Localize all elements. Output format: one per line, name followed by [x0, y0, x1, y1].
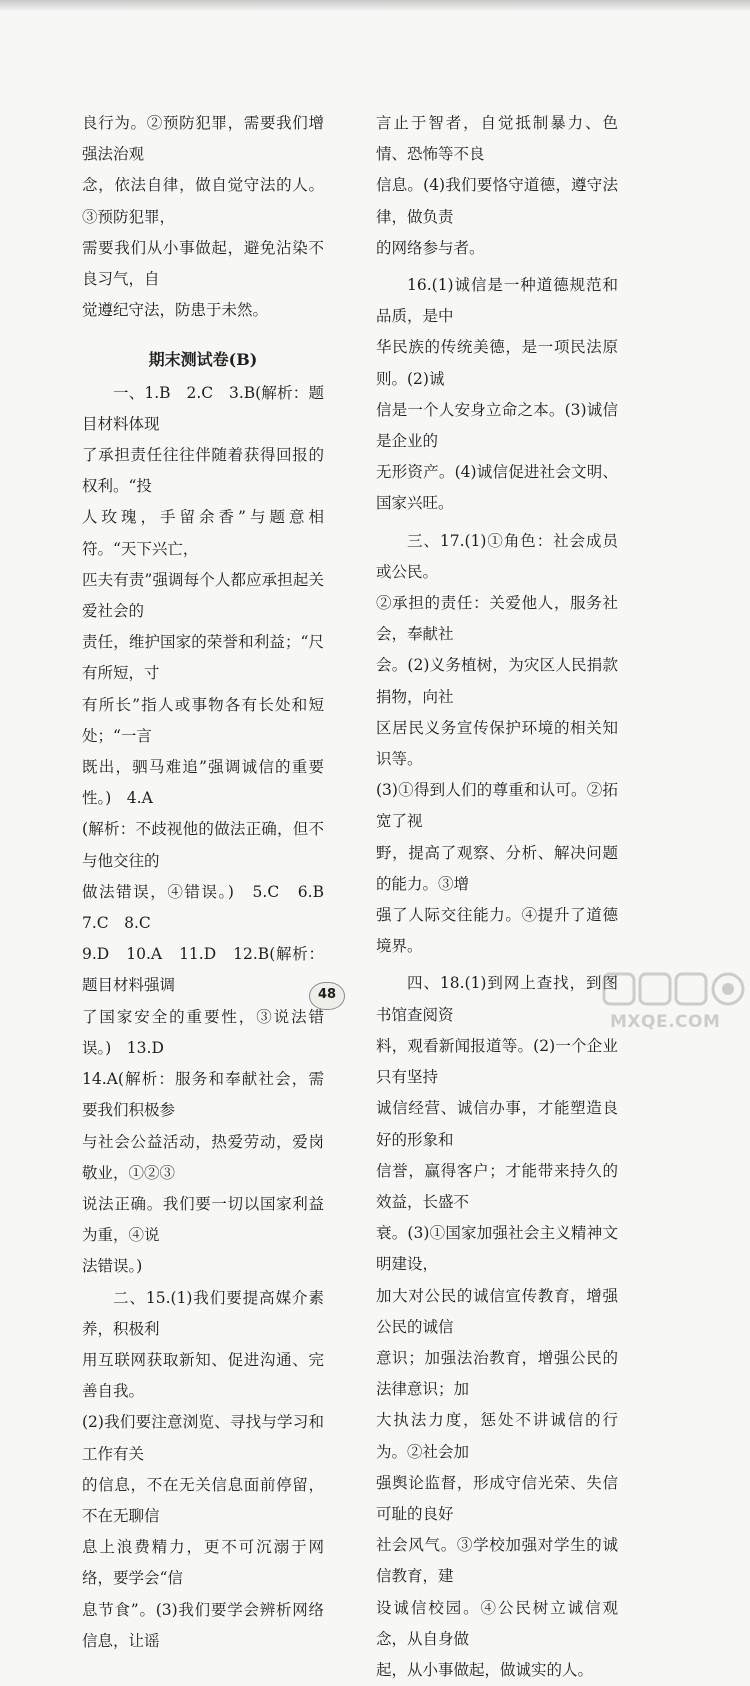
text-line: 与社会公益活动，热爱劳动，爱岗敬业，①②③ — [82, 1132, 324, 1182]
text-line: 社会风气。③学校加强对学生的诚信教育，建 — [376, 1536, 618, 1586]
text-line: 说法正确。我们要一切以国家利益为重，④说 — [82, 1194, 324, 1245]
text-line: 信息。(4)我们要恪守道德，遵守法律，做负责 — [376, 176, 618, 226]
text-line: 了国家安全的重要性，③说法错误。) 13.D — [82, 1007, 324, 1057]
text-line: 华民族的传统美德，是一项民法原则。(2)诚 — [376, 338, 618, 388]
text-line: 14.A(解析：服务和奉献社会，需要我们积极参 — [82, 1070, 324, 1120]
text-line: 二、15.(1)我们要提高媒介素养，积极利 — [82, 1288, 324, 1338]
text-line: ②承担的责任：关爱他人，服务社会，奉献社 — [376, 594, 618, 644]
text-line: 9.D 10.A 11.D 12.B(解析：题目材料强调 — [82, 945, 324, 995]
text-line: 一、1.B 2.C 3.B(解析：题目材料体现 — [82, 383, 324, 433]
q18-answer — [376, 968, 618, 1686]
text-line: 信誉，赢得客户；才能带来持久的效益，长盛不 — [376, 1161, 618, 1211]
text-line: 区居民义务宣传保护环境的相关知识等。 — [376, 718, 618, 769]
text-line: 的网络参与者。 — [376, 238, 485, 257]
page-number-badge — [309, 982, 345, 1010]
text-line: 强了人际交往能力。④提升了道德境界。 — [376, 906, 618, 956]
part-two-answers — [82, 1283, 324, 1657]
text-line: 野，提高了观察、分析、解决问题的能力。③增 — [376, 843, 618, 893]
q16-answer — [376, 270, 618, 520]
text-line: 匹夫有责”强调每个人都应承担起关爱社会的 — [82, 570, 324, 621]
text-line: 信是一个人安身立命之本。(3)诚信是企业的 — [376, 400, 618, 451]
text-line: 言止于智者，自觉抵制暴力、色情、恐怖等不良 — [376, 114, 618, 164]
watermark-url: MXQE.COM — [610, 1012, 721, 1032]
text-line: 人玫瑰，手留余香”与题意相符。“天下兴亡， — [82, 508, 324, 558]
text-line: 需要我们从小事做起，避免沾染不良习气，自 — [82, 238, 324, 289]
text-line: (3)①得到人们的尊重和认可。②拓宽了视 — [376, 781, 618, 831]
right-column — [376, 108, 618, 1686]
text-line: 强舆论监督，形成守信光荣、失信可耻的良好 — [376, 1473, 618, 1523]
text-line: 有所长”指人或事物各有长处和短处；“一言 — [82, 695, 324, 745]
text-line: 用互联网获取新知、促进沟通、完善自我。 — [82, 1350, 324, 1401]
text-line: (解析：不歧视他的做法正确，但不与他交往的 — [82, 820, 324, 870]
q17-answer — [376, 526, 618, 963]
text-line: 16.(1)诚信是一种道德规范和品质，是中 — [376, 276, 618, 326]
scan-top-edge — [0, 0, 750, 10]
text-line: 三、17.(1)①角色：社会成员或公民。 — [376, 531, 618, 581]
text-line: 加大对公民的诚信宣传教育，增强公民的诚信 — [376, 1286, 618, 1336]
text-line: 法错误。) — [82, 1257, 143, 1276]
watermark-logo-icon — [600, 970, 750, 1010]
text-line: 觉遵纪守法，防患于未然。 — [82, 301, 269, 320]
page-number: 48 — [317, 987, 337, 1002]
top-paragraph — [82, 108, 324, 326]
section-title: 期末测试卷(B) — [148, 350, 258, 370]
text-line: 了承担责任往往伴随着获得回报的权利。“投 — [82, 446, 324, 496]
text-line: 料，观看新闻报道等。(2)一个企业只有坚持 — [376, 1036, 618, 1087]
text-line: 念，依法自律，做自觉守法的人。③预防犯罪， — [82, 176, 324, 226]
text-line: 良行为。②预防犯罪，需要我们增强法治观 — [82, 114, 324, 164]
text-line: 四、18.(1)到网上查找，到图书馆查阅资 — [376, 974, 618, 1024]
text-line: 衰。(3)①国家加强社会主义精神文明建设， — [376, 1224, 618, 1274]
q15-continuation — [376, 108, 618, 264]
text-line: 会。(2)义务植树，为灾区人民捐款捐物，向社 — [376, 656, 618, 706]
text-line: 大执法力度，惩处不讲诚信的行为。②社会加 — [376, 1411, 618, 1461]
text-line: 息上浪费精力，更不可沉溺于网络，要学会“信 — [82, 1538, 324, 1588]
text-line: 既出，驷马难追”强调诚信的重要性。) 4.A — [82, 758, 324, 808]
text-line: 息节食”。(3)我们要学会辨析网络信息，让谣 — [82, 1600, 324, 1650]
watermark — [600, 970, 750, 1035]
text-line: 设诚信校园。④公民树立诚信观念，从自身做 — [376, 1598, 618, 1648]
text-line: 无形资产。(4)诚信促进社会文明、国家兴旺。 — [376, 463, 618, 513]
text-line: 责任，维护国家的荣誉和利益；“尺有所短，寸 — [82, 633, 324, 683]
text-line: 做法错误，④错误。) 5.C 6.B 7.C 8.C — [82, 882, 340, 933]
text-line: 的信息，不在无关信息面前停留，不在无聊信 — [82, 1475, 324, 1525]
text-line: 诚信经营、诚信办事，才能塑造良好的形象和 — [376, 1099, 618, 1149]
text-line: (2)我们要注意浏览、寻找与学习和工作有关 — [82, 1413, 324, 1463]
text-line: 起，从小事做起，做诚实的人。 — [376, 1660, 594, 1679]
text-line: 意识；加强法治教育，增强公民的法律意识；加 — [376, 1348, 618, 1399]
